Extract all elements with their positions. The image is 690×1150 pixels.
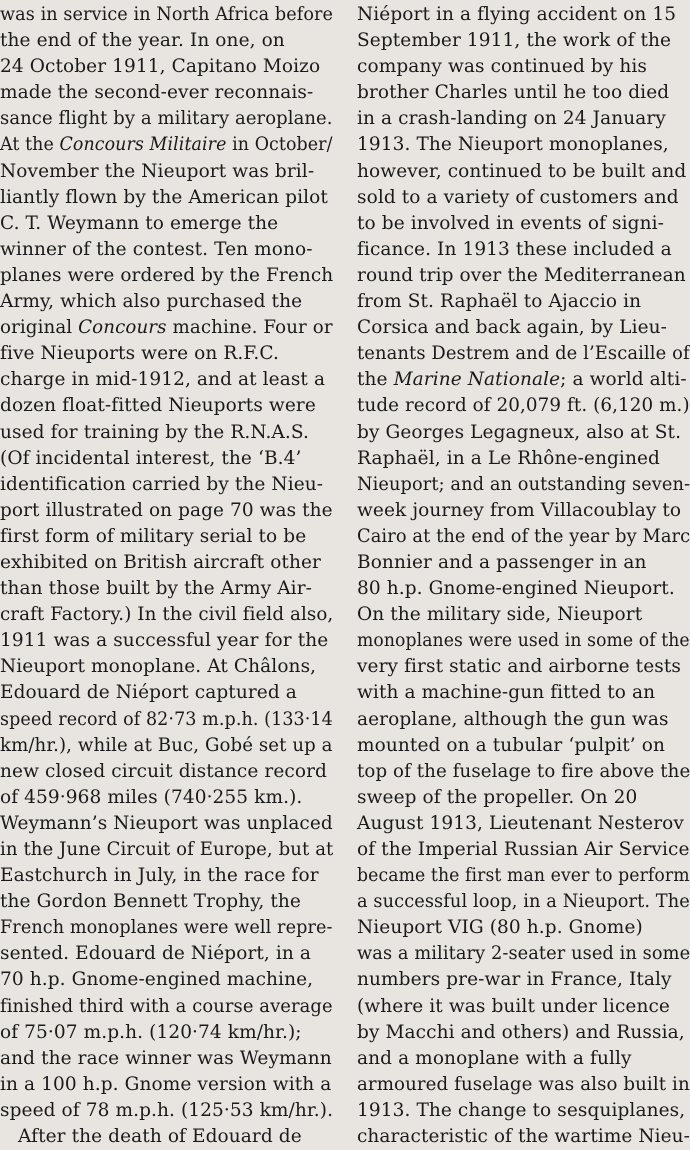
text-segment: Weymann’s Nieuport was unplaced — [0, 812, 333, 834]
text-segment: Bonnier and a passenger in an — [357, 551, 647, 573]
text-segment: used for training by the R.N.A.S. — [0, 421, 309, 443]
text-segment: speed of 78 m.p.h. (125·53 km/hr.). — [0, 1099, 334, 1121]
text-line — [357, 498, 690, 524]
text-line — [0, 941, 333, 967]
text-segment: made the second-ever reconnais- — [0, 82, 314, 104]
text-segment: original — [0, 317, 79, 339]
text-line — [0, 602, 334, 628]
text-line — [357, 994, 690, 1020]
text-segment: Nieuport VIG (80 h.p. Gnome) — [357, 917, 643, 939]
text-line — [357, 263, 690, 289]
text-line — [0, 80, 333, 106]
text-line — [0, 106, 333, 132]
italic-phrase: Marine Nationale — [393, 369, 561, 391]
text-line — [0, 1046, 333, 1072]
text-segment: dozen float-fitted Nieuports were — [0, 395, 316, 417]
text-line — [357, 1020, 690, 1046]
left-text-column — [0, 2, 333, 1150]
text-line — [0, 524, 333, 550]
text-segment: On the military side, Nieuport — [357, 604, 643, 626]
text-segment: planes were ordered by the French — [0, 264, 334, 286]
text-line — [357, 759, 690, 785]
text-line — [0, 785, 333, 811]
text-line — [357, 1098, 690, 1124]
text-segment: the — [357, 369, 394, 391]
text-line — [357, 54, 690, 80]
text-line — [357, 576, 690, 602]
text-segment: of 459·968 miles (740·255 km.). — [0, 786, 303, 808]
text-line — [357, 132, 690, 158]
italic-phrase: Concours — [78, 317, 167, 339]
text-segment: sented. Edouard de Niéport, in a — [0, 943, 312, 965]
text-segment: charge in mid-1912, and at least a — [0, 369, 326, 391]
text-segment: sold to a variety of customers and — [357, 186, 679, 208]
text-line — [0, 967, 333, 993]
text-segment: by Georges Legagneux, also at St. — [357, 421, 682, 443]
text-segment: numbers pre-war in France, Italy — [357, 969, 672, 991]
text-segment: At the — [0, 134, 60, 156]
text-line — [0, 915, 333, 941]
text-line — [0, 420, 333, 446]
text-line — [357, 2, 690, 28]
text-segment: company was continued by his — [357, 56, 647, 78]
text-line — [0, 889, 333, 915]
text-segment: Nieuport; and an outstanding seven- — [357, 473, 690, 495]
text-line — [0, 159, 333, 185]
text-segment: port illustrated on page 70 was the — [0, 499, 333, 521]
text-segment: ; a world alti- — [560, 369, 687, 391]
text-segment: November the Nieuport was bril- — [0, 160, 315, 182]
text-segment: km/hr.), while at Buc, Gobé set up a — [0, 734, 333, 756]
text-segment: August 1913, Lieutenant Nesterov — [357, 812, 684, 834]
text-line — [0, 680, 333, 706]
text-segment: mounted on a tubular ‘pulpit’ on — [357, 734, 665, 756]
text-segment: to be involved in events of signi- — [357, 212, 664, 234]
text-line — [357, 602, 690, 628]
text-segment: finished third with a course average — [0, 995, 333, 1017]
text-segment: round trip over the Mediterranean — [357, 264, 686, 286]
text-segment: and the race winner was Weymann — [0, 1047, 332, 1069]
text-segment: became the first man ever to perform — [357, 865, 690, 887]
text-line — [0, 289, 333, 315]
text-segment: a successful loop, in a Nieuport. The — [357, 891, 690, 913]
text-segment: (where it was built under licence — [357, 995, 670, 1017]
text-line — [0, 393, 333, 419]
text-line — [0, 54, 333, 80]
text-line — [357, 80, 690, 106]
text-segment: and a monoplane with a fully — [357, 1047, 632, 1069]
text-segment: September 1911, the work of the — [357, 30, 672, 52]
text-segment: Army, which also purchased the — [0, 291, 303, 313]
text-line — [0, 733, 333, 759]
text-line — [0, 1020, 333, 1046]
text-segment: by Macchi and others) and Russia, — [357, 1021, 685, 1043]
text-line — [357, 524, 690, 550]
text-segment: in a crash-landing on 24 January — [357, 108, 666, 130]
text-line — [0, 837, 334, 863]
text-segment: machine. Four or — [166, 317, 333, 339]
text-line — [0, 211, 333, 237]
text-line — [357, 28, 690, 54]
text-line — [357, 733, 690, 759]
text-line — [357, 393, 690, 419]
text-line — [0, 654, 333, 680]
text-segment: the Gordon Bennett Trophy, the — [0, 891, 301, 913]
text-line — [357, 785, 690, 811]
text-segment: very first static and airborne tests — [357, 656, 681, 678]
text-segment: 70 h.p. Gnome-engined machine, — [0, 969, 314, 991]
text-segment: sweep of the propeller. On 20 — [357, 786, 638, 808]
text-segment: in the June Circuit of Europe, but at — [0, 839, 334, 860]
text-line — [357, 680, 690, 706]
text-line — [357, 472, 690, 498]
text-segment: top of the fuselage to fire above the — [357, 760, 690, 782]
text-segment: After the death of Edouard de — [18, 1126, 302, 1148]
text-segment: week journey from Villacoublay to — [357, 499, 682, 521]
text-line — [357, 341, 690, 367]
text-segment: exhibited on British aircraft other — [0, 551, 321, 573]
text-line — [0, 28, 333, 54]
text-segment: of 75·07 m.p.h. (120·74 km/hr.); — [0, 1021, 302, 1043]
text-line — [357, 863, 690, 889]
text-segment: 1911 was a successful year for the — [0, 630, 329, 652]
text-line — [357, 550, 690, 576]
text-segment: French monoplanes were well repre- — [0, 917, 333, 939]
text-line — [357, 837, 690, 863]
text-line — [0, 759, 333, 785]
text-line — [357, 420, 690, 446]
text-line — [357, 707, 690, 733]
text-segment: tude record of 20,079 ft. (6,120 m.) — [357, 395, 690, 417]
text-line — [0, 2, 334, 28]
text-segment: was a military 2-seater used in some — [357, 943, 690, 965]
text-line — [0, 550, 333, 576]
text-segment: of the Imperial Russian Air Service — [357, 839, 690, 860]
text-segment: Raphaël, in a Le Rhône-engined — [357, 447, 660, 469]
text-line — [357, 941, 690, 967]
text-line — [357, 446, 690, 472]
text-segment: the end of the year. In one, on — [0, 30, 285, 52]
text-segment: tenants Destrem and de l’Escaille of — [357, 343, 690, 365]
text-line — [0, 341, 333, 367]
text-line — [357, 106, 690, 132]
text-line — [0, 472, 333, 498]
text-line — [357, 211, 690, 237]
text-segment: from St. Raphaël to Ajaccio in — [357, 291, 642, 313]
text-line — [0, 628, 333, 654]
text-line — [357, 315, 690, 341]
text-line — [0, 1098, 333, 1124]
text-segment: aeroplane, although the gun was — [357, 708, 669, 730]
text-segment: with a machine-gun fitted to an — [357, 682, 656, 704]
text-line — [0, 1124, 333, 1150]
text-segment: in a 100 h.p. Gnome version with a — [0, 1073, 332, 1095]
text-segment: C. T. Weymann to emerge the — [0, 212, 279, 234]
text-line — [357, 1046, 690, 1072]
text-line — [0, 263, 332, 289]
text-line — [0, 498, 332, 524]
text-segment: Eastchurch in July, in the race for — [0, 865, 319, 887]
text-segment: monoplanes were used in some of the — [357, 630, 690, 652]
text-segment: liantly flown by the American pilot — [0, 186, 328, 208]
text-segment: however, continued to be built and — [357, 160, 687, 182]
text-segment: five Nieuports were on R.F.C. — [0, 343, 279, 365]
text-segment: Cairo at the end of the year by Marc — [357, 525, 690, 547]
text-line — [357, 237, 690, 263]
text-line — [357, 654, 690, 680]
text-segment: identification carried by the Nieu- — [0, 473, 324, 495]
text-segment: winner of the contest. Ten mono- — [0, 238, 313, 260]
text-line — [0, 367, 333, 393]
text-line — [0, 446, 333, 472]
text-segment: sance flight by a military aeroplane. — [0, 108, 333, 130]
text-line — [357, 1072, 690, 1098]
text-line — [357, 628, 690, 654]
text-line — [0, 1072, 333, 1098]
text-segment: was in service in North Africa before — [0, 4, 334, 25]
text-line — [357, 889, 690, 915]
text-line — [0, 237, 333, 263]
text-segment: in October/ — [226, 134, 333, 156]
text-line — [0, 994, 333, 1020]
text-line — [357, 811, 690, 837]
text-segment: craft Factory.) In the civil field also, — [0, 604, 334, 626]
text-segment: Corsica and back again, by Lieu- — [357, 317, 667, 339]
text-line — [0, 185, 333, 211]
text-segment: 80 h.p. Gnome-engined Nieuport. — [357, 578, 675, 600]
text-segment: speed record of 82·73 m.p.h. (133·14 — [0, 708, 333, 730]
text-line — [0, 811, 332, 837]
text-segment: new closed circuit distance record — [0, 760, 327, 782]
text-segment: armoured fuselage was also built in — [357, 1073, 690, 1095]
text-segment: than those built by the Army Air- — [0, 578, 312, 600]
text-line — [357, 1124, 689, 1150]
text-line — [357, 367, 690, 393]
right-text-column — [357, 2, 690, 1150]
text-segment: 24 October 1911, Capitano Moizo — [0, 56, 321, 78]
text-line — [357, 159, 690, 185]
italic-phrase: Concours Militaire — [59, 134, 227, 156]
text-segment: 1913. The Nieuport monoplanes, — [357, 134, 669, 156]
text-segment: Edouard de Niéport captured a — [0, 682, 297, 704]
text-segment: first form of military serial to be — [0, 525, 307, 547]
text-segment: Nieuport monoplane. At Châlons, — [0, 656, 317, 678]
text-segment: brother Charles until he too died — [357, 82, 670, 104]
text-line — [0, 132, 333, 158]
text-segment: 1913. The change to sesquiplanes, — [357, 1099, 686, 1121]
text-line — [0, 576, 333, 602]
text-line — [0, 863, 333, 889]
text-line — [357, 915, 690, 941]
text-line — [357, 185, 690, 211]
text-line — [0, 707, 333, 733]
text-segment: ficance. In 1913 these included a — [357, 238, 672, 260]
text-line — [357, 967, 690, 993]
text-segment: Niéport in a flying accident on 15 — [357, 4, 677, 25]
text-line — [0, 315, 333, 341]
text-line — [357, 289, 690, 315]
text-segment: (Of incidental interest, the ‘B.4’ — [0, 447, 302, 469]
text-segment: characteristic of the wartime Nieu- — [357, 1126, 690, 1148]
